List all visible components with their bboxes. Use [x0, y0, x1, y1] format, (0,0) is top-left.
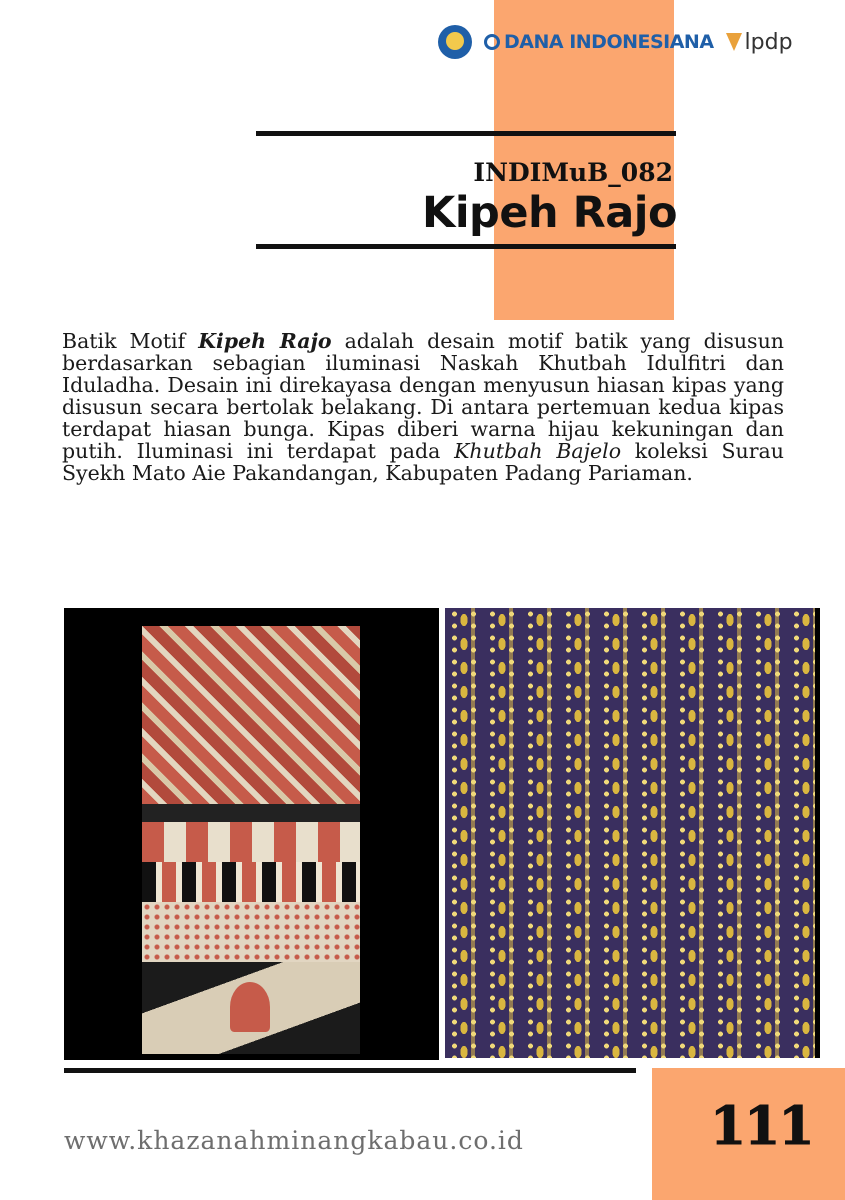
description-lead: Batik Motif: [62, 329, 199, 353]
batik-pattern-image: [445, 608, 820, 1058]
motif-code: INDIMuB_082: [473, 158, 673, 187]
lpdp-text: lpdp: [744, 29, 793, 55]
lpdp-flame-icon: [726, 33, 742, 51]
dana-indonesiana-logo: [484, 31, 714, 53]
lotus-flower-icon: [230, 982, 270, 1032]
page-number: 111: [710, 1096, 813, 1157]
batik-image-edge: [815, 608, 820, 1058]
lpdp-logo: [726, 30, 793, 55]
floral-tile-band: [142, 822, 360, 862]
tut-wuri-handayani-emblem-icon: [438, 25, 472, 59]
footer-rule: [64, 1068, 636, 1073]
page-title: Kipeh Rajo: [422, 188, 677, 238]
sponsor-logos: [438, 22, 793, 62]
description-paragraph: [62, 330, 784, 484]
manuscript-page: [142, 626, 360, 1054]
dotted-ornament-band: [142, 902, 360, 962]
title-rule-bottom: [256, 244, 676, 249]
description-body: adalah desain motif batik yang disusun berdasarkan sebagian iluminasi Naskah Khutbah Idulfitri dan Iduladha. Desain ini direkayasa dengan menyusun hiasan kipas yang disusun secara bertolak belakang. Di antara pertemuan kedua kipas terdapat hiasan bunga. Kipas diberi warna hijau kekuningan dan putih. Iluminasi ini terdapat pada: [62, 329, 784, 463]
title-rule-top: [256, 131, 676, 136]
dana-indonesiana-text: DANA INDONESIANA: [504, 31, 714, 53]
footer-website-url: www.khazanahminangkabau.co.id: [64, 1126, 524, 1155]
lattice-ornament-band: [142, 626, 360, 804]
manuscript-title-emphasis: Khutbah Bajelo: [454, 439, 622, 463]
triangle-ornament-band: [142, 862, 360, 902]
motif-name-emphasis: Kipeh Rajo: [198, 329, 332, 353]
dark-divider-band: [142, 804, 360, 822]
manuscript-illumination-photo: [64, 608, 439, 1060]
description-tail: koleksi Surau Syekh Mato Aie Pakandangan, Kabupaten Padang Pariaman.: [62, 439, 784, 485]
clock-icon: [484, 34, 500, 50]
